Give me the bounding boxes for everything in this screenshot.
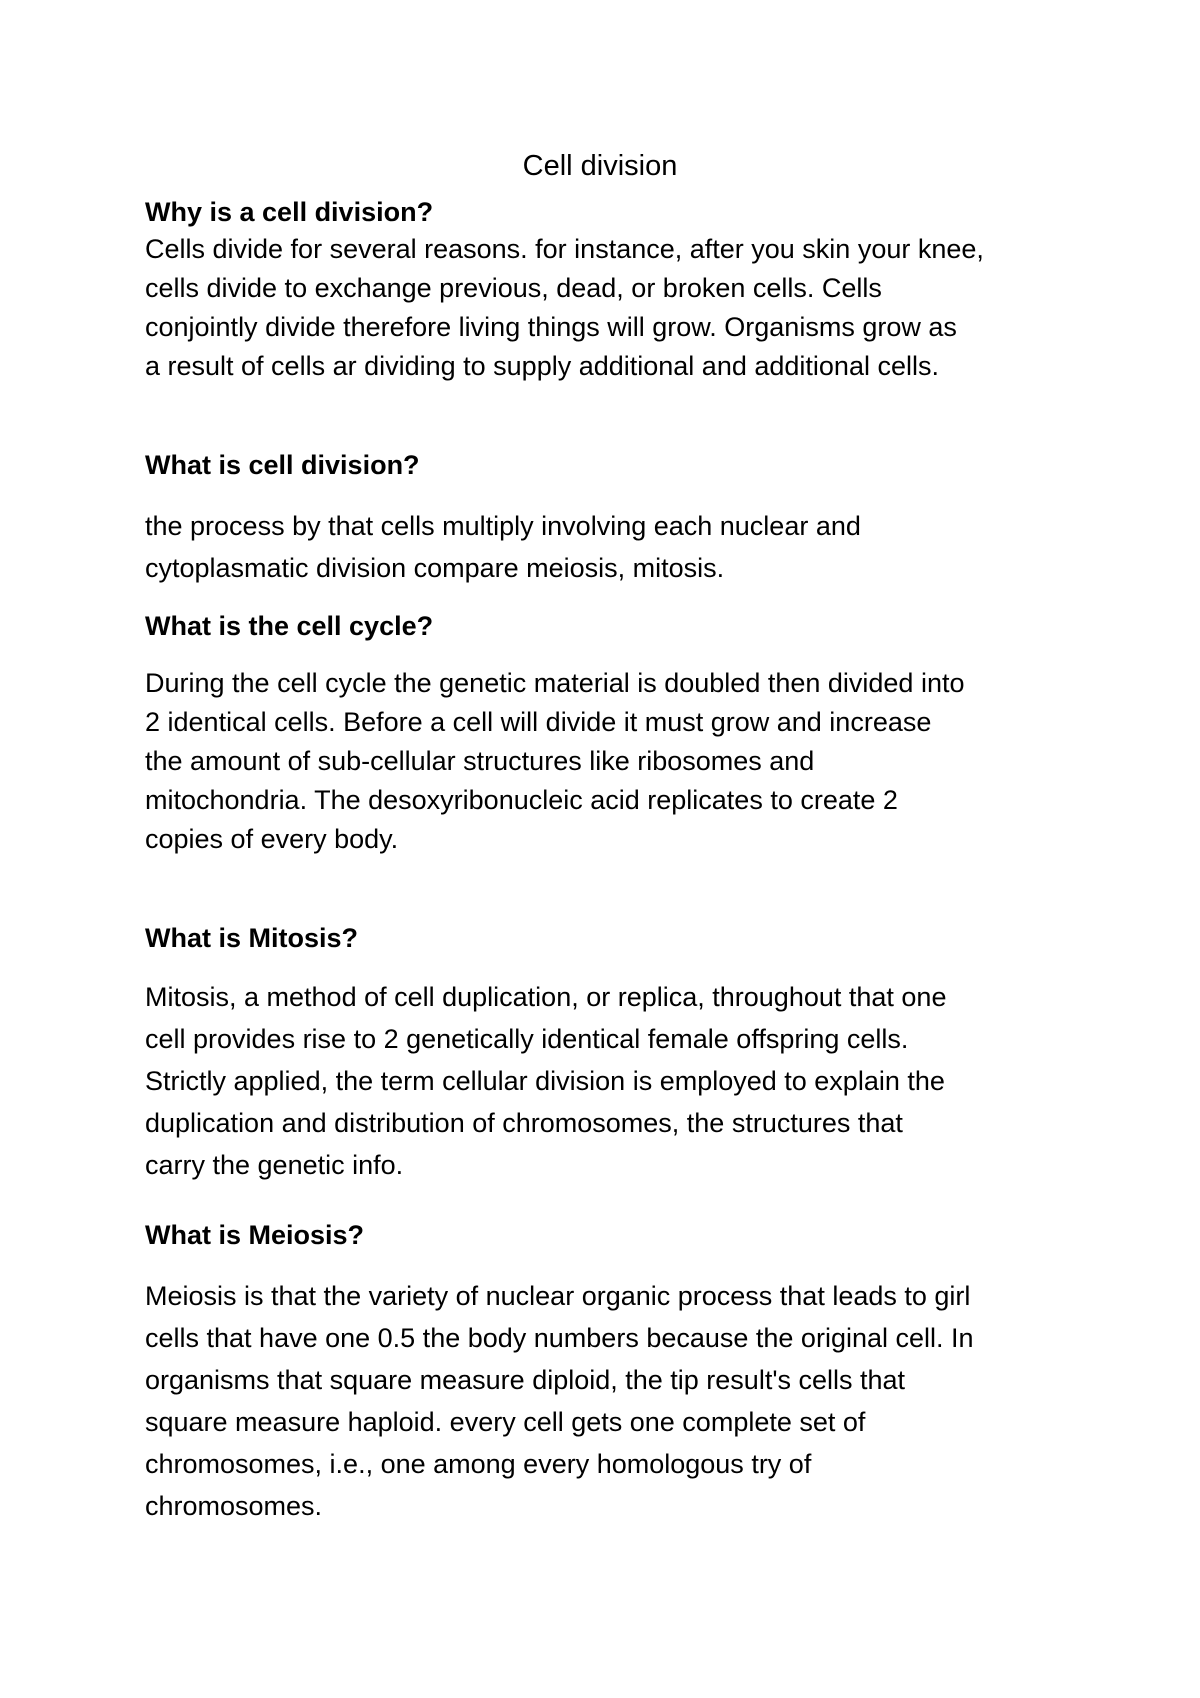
section-what-is-cell-division <box>145 447 1075 589</box>
section-cell-cycle <box>145 608 1075 859</box>
paragraph-line: organisms that square measure diploid, the tip result's cells that <box>145 1365 906 1395</box>
paragraph-line: cell provides rise to 2 genetically identical female offspring cells. <box>145 1024 909 1054</box>
section-heading: Why is a cell division? <box>145 197 434 227</box>
section-paragraph <box>145 664 1075 859</box>
paragraph-line: Cells divide for several reasons. for instance, after you skin your knee, <box>145 234 984 264</box>
paragraph-line: Strictly applied, the term cellular division is employed to explain the <box>145 1066 945 1096</box>
section-heading: What is the cell cycle? <box>145 611 434 641</box>
section-meiosis <box>145 1217 1075 1527</box>
paragraph-line: a result of cells ar dividing to supply additional and additional cells. <box>145 351 939 381</box>
paragraph-line: cytoplasmatic division compare meiosis, mitosis. <box>145 553 725 583</box>
document-title: Cell division <box>522 150 678 182</box>
section-heading: What is Meiosis? <box>145 1220 365 1250</box>
section-mitosis <box>145 920 1075 1186</box>
section-heading: What is Mitosis? <box>145 923 359 953</box>
paragraph-line: the amount of sub-cellular structures like ribosomes and <box>145 746 815 776</box>
paragraph-line: chromosomes, i.e., one among every homologous try of <box>145 1449 812 1479</box>
section-paragraph <box>145 230 1075 386</box>
paragraph-line: copies of every body. <box>145 824 399 854</box>
paragraph-line: Meiosis is that the variety of nuclear organic process that leads to girl <box>145 1281 971 1311</box>
paragraph-line: cells that have one 0.5 the body numbers because the original cell. In <box>145 1323 974 1353</box>
paragraph-line: chromosomes. <box>145 1491 323 1521</box>
paragraph-line: During the cell cycle the genetic material is doubled then divided into <box>145 668 965 698</box>
section-heading: What is cell division? <box>145 450 420 480</box>
paragraph-line: mitochondria. The desoxyribonucleic acid replicates to create 2 <box>145 785 898 815</box>
section-paragraph <box>145 505 1075 589</box>
section-paragraph <box>145 976 1075 1186</box>
paragraph-line: duplication and distribution of chromosomes, the structures that <box>145 1108 903 1138</box>
paragraph-line: conjointly divide therefore living things will grow. Organisms grow as <box>145 312 957 342</box>
section-paragraph <box>145 1275 1075 1527</box>
section-why-cell-division <box>145 194 1075 386</box>
paragraph-line: 2 identical cells. Before a cell will divide it must grow and increase <box>145 707 932 737</box>
paragraph-line: Mitosis, a method of cell duplication, or replica, throughout that one <box>145 982 947 1012</box>
paragraph-line: carry the genetic info. <box>145 1150 404 1180</box>
paragraph-line: square measure haploid. every cell gets one complete set of <box>145 1407 866 1437</box>
paragraph-line: cells divide to exchange previous, dead, or broken cells. Cells <box>145 273 882 303</box>
paragraph-line: the process by that cells multiply involving each nuclear and <box>145 511 861 541</box>
